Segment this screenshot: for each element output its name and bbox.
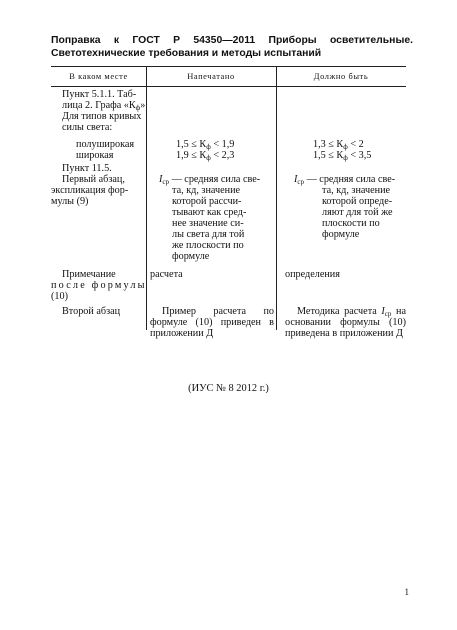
- document-title: Поправка к ГОСТ Р 54350—2011 Приборы осветительные. Светотехнические требования и методы испытаний: [51, 35, 413, 59]
- publication-reference: (ИУС № 8 2012 г.): [188, 383, 269, 394]
- printed-range: 1,9 ≤ Кф < 2,3: [176, 150, 235, 162]
- row4-should-be: Методика расчета Iср на основании формулы (10) приведена в приложении Д: [285, 306, 406, 339]
- table-top-rule: [51, 66, 406, 67]
- header-should-be: Должно быть: [313, 72, 369, 81]
- corrected-range: 1,3 ≤ Кф < 2: [313, 139, 364, 151]
- row4-where: Второй абзац: [62, 306, 121, 317]
- page-number: 1: [404, 587, 409, 597]
- header-printed: Напечатано: [187, 72, 235, 81]
- curve-type-label: полуширокая: [76, 139, 135, 150]
- row3-printed: расчета: [150, 269, 183, 280]
- printed-range: 1,5 ≤ Кф < 1,9: [176, 139, 235, 151]
- header-where: В каком месте: [69, 72, 128, 81]
- row3-should-be: определения: [285, 269, 340, 280]
- corrected-range: 1,5 ≤ Кф < 3,5: [313, 150, 372, 162]
- table-divider: [276, 86, 277, 330]
- table-divider: [146, 86, 147, 330]
- row4-printed: Пример расчета по формуле (10) приведен в приложении Д: [150, 306, 274, 339]
- table-header-rule: [51, 86, 406, 87]
- curve-type-label: широкая: [76, 150, 114, 161]
